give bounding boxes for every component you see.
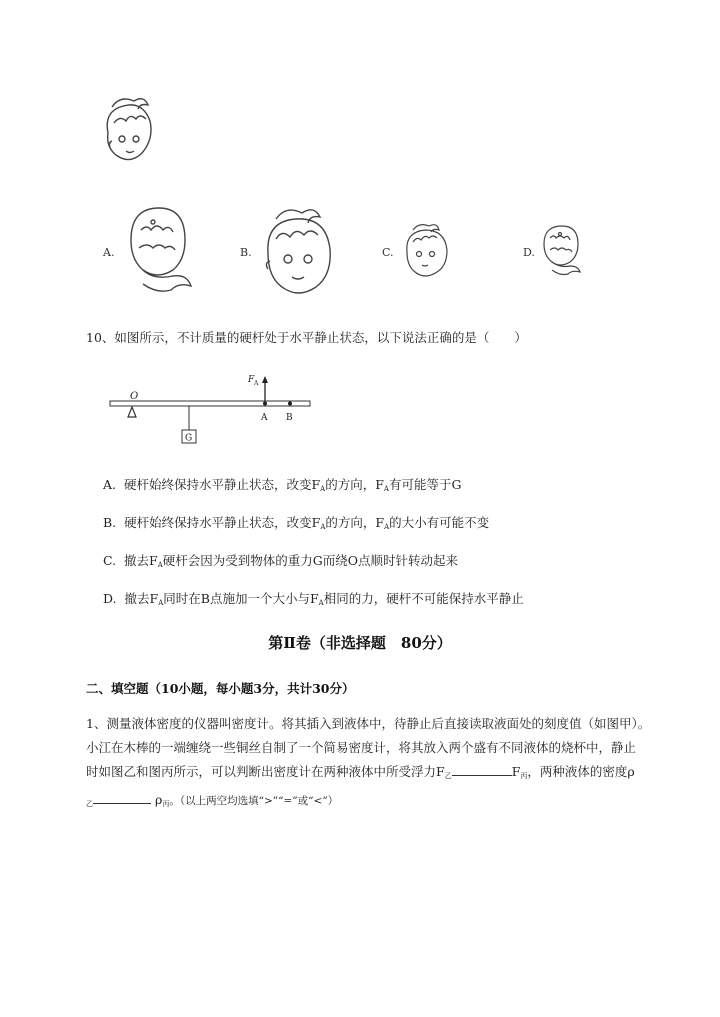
option-c-letter: C. — [103, 553, 117, 568]
option-a-text-3: 有可能等于G — [388, 477, 462, 492]
q1-line-3-text-b: F — [511, 764, 521, 779]
weight-label: G — [185, 433, 193, 444]
lever-diagram — [106, 370, 316, 450]
figure-option-b-label: B. — [240, 246, 252, 259]
force-label: F — [248, 375, 255, 385]
q1-line-4-rho: ρ — [154, 792, 163, 807]
option-b-text-3: 的大小有可能不变 — [389, 515, 490, 530]
option-d-sub-2: A — [318, 599, 324, 607]
option-d-text-2: 同时在B点施加一个大小与F — [163, 591, 319, 606]
option-a-text-2: 的方向，F — [325, 477, 384, 492]
option-d-text-1: 撤去F — [124, 591, 159, 606]
q1-line-4 — [86, 788, 650, 816]
point-a-label: A — [261, 413, 268, 423]
q1-line-2: 小江在木棒的一端缠绕一些铜丝自制了一个简易密度计，将其放入两个盛有不同液体的烧杯中，静止 — [86, 740, 637, 755]
q1-sub-yi: 乙 — [444, 772, 452, 780]
top-cartoon-figure — [98, 93, 160, 175]
figure-option-b-image — [262, 203, 336, 299]
option-b-letter: B. — [103, 515, 117, 530]
q1-line-1: 1、测量液体密度的仪器叫密度计。将其插入到液体中，待静止后直接读取液面处的刻度值（如图甲）。 — [86, 716, 651, 731]
option-a-letter: A. — [103, 477, 117, 492]
q1-line-4-sub-bing: 丙 — [162, 800, 170, 808]
q1-blank-2[interactable] — [93, 792, 151, 804]
figure-option-a-label: A. — [103, 246, 115, 259]
q1-line-3-text-c: ，两种液体的密度ρ — [527, 764, 635, 779]
figure-option-c-label: C. — [382, 246, 394, 259]
option-c-sub-1: A — [157, 561, 163, 569]
q1-line-3 — [86, 760, 650, 788]
q1-sub-bing: 丙 — [520, 772, 528, 780]
option-b-text-1: 硬杆始终保持水平静止状态，改变F — [124, 515, 321, 530]
option-a-text-1: 硬杆始终保持水平静止状态，改变F — [123, 477, 321, 492]
pivot-label: O — [130, 391, 139, 402]
figure-option-a-image — [123, 200, 195, 300]
point-b-label: B — [286, 413, 293, 423]
lever-bar — [110, 401, 310, 406]
part-2-title: 第Ⅱ卷（非选择题 80分） — [268, 634, 452, 652]
option-c-text-2: 硬杆会因为受到物体的重力G而绕O点顺时针转动起来 — [162, 553, 459, 568]
option-d-text-3: 相同的力，硬杆不可能保持水平静止 — [323, 591, 524, 606]
q1-line-3-text-a: 时如图乙和图丙所示，可以判断出密度计在两种液体中所受浮力F — [86, 764, 445, 779]
option-d-sub-1: A — [158, 599, 164, 607]
figure-option-d-label: D. — [523, 246, 535, 259]
force-arrow-head — [262, 376, 268, 383]
pivot-triangle — [128, 407, 136, 417]
question-10-stem: 10、如图所示，不计质量的硬杆处于水平静止状态，以下说法正确的是（ ） — [86, 330, 527, 345]
option-b-sub-1: A — [320, 523, 326, 531]
fill-question-1 — [86, 712, 650, 816]
question-10-option-d — [103, 589, 524, 607]
point-a-dot — [263, 402, 267, 406]
option-d-letter: D. — [103, 591, 117, 606]
question-10-option-a — [103, 475, 461, 493]
force-label-sub: A — [254, 380, 259, 387]
q1-line-4-note: 。（以上两空均选填“>”“=”或“<”） — [169, 795, 339, 807]
option-a-sub-2: A — [383, 485, 389, 493]
q1-blank-1[interactable] — [452, 764, 512, 776]
section-2-heading: 二、填空题（10小题，每小题3分，共计30分） — [86, 681, 355, 696]
option-b-text-2: 的方向，F — [325, 515, 385, 530]
option-c-text-1: 撤去F — [124, 553, 158, 568]
option-b-sub-2: A — [384, 523, 390, 531]
point-b-dot — [288, 402, 292, 406]
question-10-option-c — [103, 551, 458, 569]
q1-line-4-sub-yi: 乙 — [86, 800, 93, 808]
option-a-sub-1: A — [320, 485, 326, 493]
figure-option-d-image — [540, 222, 582, 276]
question-10-option-b — [103, 513, 489, 531]
cartoon-child-head-drawing — [107, 99, 151, 160]
figure-option-c-image — [403, 220, 449, 280]
